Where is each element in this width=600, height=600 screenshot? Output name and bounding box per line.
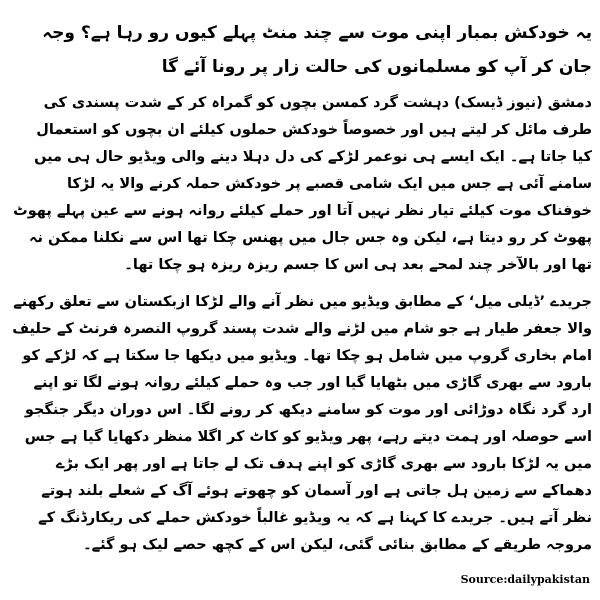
- article-paragraph-2: جریدے ’ڈیلی میل‘ کے مطابق ویڈیو میں نظر آنے والے لڑکا ازبکستان سے تعلق رکھنے والا جعفر طیار ہے جو شام میں لڑنے والے شدت پسند گروپ النصرہ فرنٹ کے حلیف امام بخاری گروپ میں شامل ہو چکا تھا۔ ویڈیو میں دیکھا جا سکتا ہے کہ لڑکے کو بارود سے بھری گاڑی میں بٹھایا گیا اور جب وہ حملے کیلئے روانہ ہونے لگا تو اپنے ارد گرد نگاہ دوڑائی اور موت کو سامنے دیکھ کر رونے لگا۔ اس دوران دیگر جنگجو اسے حوصلہ اور ہمت دیتے رہے، پھر ویڈیو کو کاٹ کر اگلا منظر دکھایا گیا ہے جس میں یہ لڑکا بارود سے بھری گاڑی کو اپنے ہدف تک لے جاتا ہے اور پھر ایک بڑے دھماکے سے زمین ہل جاتی ہے اور آسمان کو چھوتے ہوئے آگ کے شعلے بلند ہوتے نظر آتے ہیں۔ جریدے کا کہنا ہے کہ یہ ویڈیو غالباً خودکش حملے کی ریکارڈنگ کے مروجہ طریقے کے مطابق بنائی گئی، لیکن اس کے کچھ حصے لیک ہو گئے۔: [12, 294, 592, 553]
- source-credit: Source:dailypakistan: [460, 573, 590, 586]
- article-title: یہ خودکش بمبار اپنی موت سے چند منٹ پہلے کیوں رو رہا ہے؟ وجہ جان کر آپ کو مسلمانوں کی حالت زار پر رونا آئے گا: [42, 23, 592, 77]
- article-paragraph-1: دمشق (نیوز ڈیسک) دہشت گرد کمسن بچوں کو گمراہ کر کے شدت پسندی کی طرف مائل کر لیتے ہیں اور خصوصاً خودکش حملوں کیلئے ان بچوں کو استعمال کیا جاتا ہے۔ ایک ایسے ہی نوعمر لڑکے کی دل دہلا دینے والی ویڈیو حال ہی میں سامنے آئی ہے جس میں ایک شامی قصبے پر خودکش حملہ کرنے والا یہ لڑکا خوفناک موت کیلئے تیار نظر نہیں آتا اور حملے کیلئے روانہ ہونے سے عین پہلے پھوٹ پھوٹ کر رو دیتا ہے، لیکن وہ جس جال میں پھنس چکا تھا اس سے نکلنا ممکن نہ تھا اور بالآخر چند لمحے بعد ہی اس کا جسم ریزہ ریزہ ہو چکا تھا۔: [13, 95, 592, 273]
